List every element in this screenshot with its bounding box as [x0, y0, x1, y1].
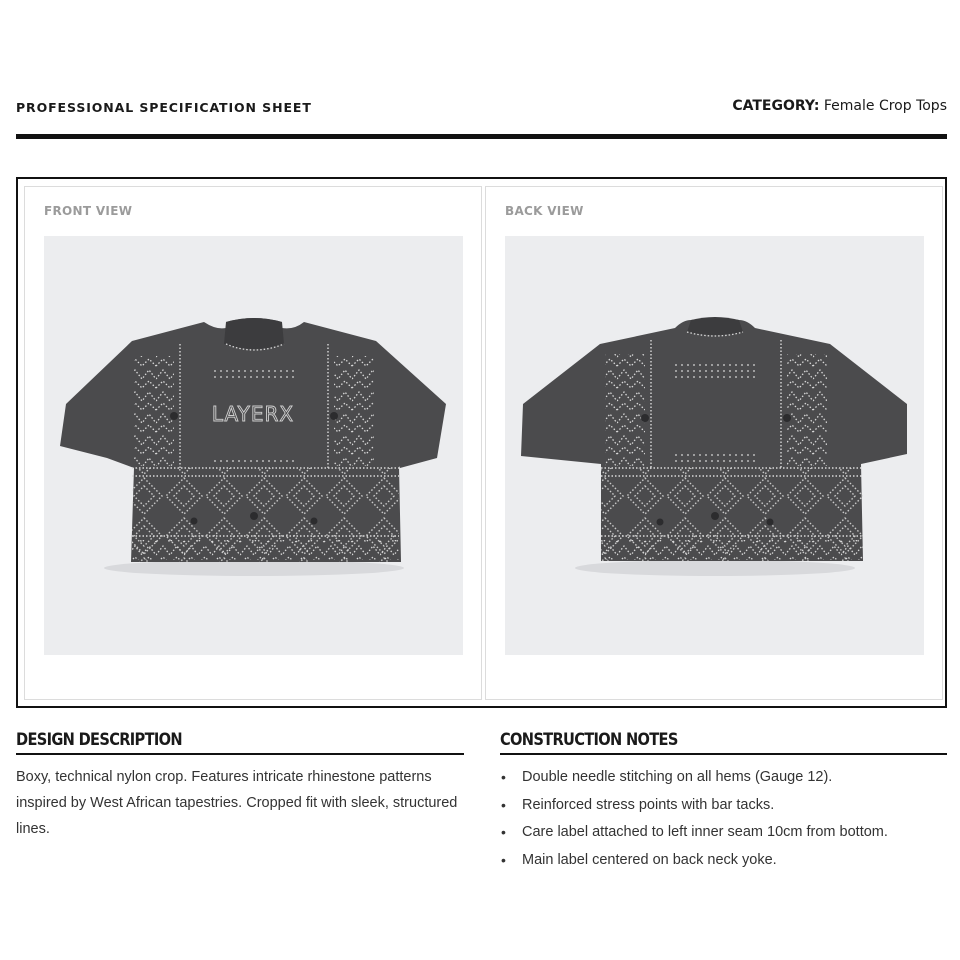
back-view-panel	[485, 186, 943, 700]
bullet-icon: •	[501, 824, 506, 840]
list-item: • Main label centered on back neck yoke.	[500, 847, 947, 875]
design-description-text: Boxy, technical nylon crop. Features intricate rhinestone patterns inspired by West African tapestries. Cropped fit with sleek, structured lines.	[16, 769, 458, 837]
design-description-rule	[16, 753, 464, 755]
front-view-label: FRONT VIEW	[44, 204, 133, 218]
crop-top-front-illustration	[44, 236, 463, 655]
category-value: Female Crop Tops	[823, 98, 947, 114]
header-rule	[16, 134, 947, 139]
design-description-section	[16, 730, 464, 842]
layerx-logo: LAYERX	[211, 402, 295, 426]
design-description-heading: DESIGN DESCRIPTION	[16, 730, 182, 750]
construction-notes-section	[500, 730, 947, 874]
category	[732, 98, 947, 114]
construction-notes-rule	[500, 753, 947, 755]
construction-notes-list	[500, 764, 947, 874]
front-view-image	[44, 236, 463, 655]
list-item: • Double needle stitching on all hems (Gauge 12).	[500, 764, 947, 792]
header	[16, 96, 947, 120]
bullet-icon: •	[501, 796, 506, 813]
back-view-label: BACK VIEW	[505, 204, 584, 218]
back-view-image	[505, 236, 924, 655]
bullet-icon: •	[501, 769, 506, 785]
views-container	[16, 177, 947, 708]
document-title: PROFESSIONAL SPECIFICATION SHEET	[16, 100, 312, 115]
bullet-icon: •	[501, 851, 506, 868]
category-label: CATEGORY:	[732, 98, 820, 114]
front-view-panel	[24, 186, 482, 700]
construction-notes-heading: CONSTRUCTION NOTES	[500, 730, 678, 750]
list-item: • Reinforced stress points with bar tacks.	[500, 792, 947, 820]
crop-top-back-illustration	[505, 236, 924, 655]
list-item: • Care label attached to left inner seam 10cm from bottom.	[500, 819, 947, 847]
